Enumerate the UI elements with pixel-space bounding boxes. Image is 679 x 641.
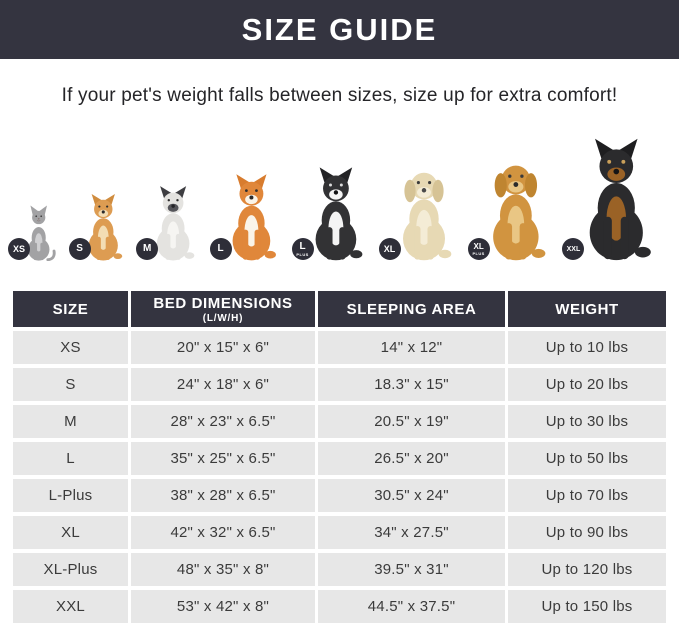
size-badge-l-plus: L PLUS [292,238,314,260]
size-badge-xs: XS [8,238,30,260]
size-badge-plus-label: PLUS [472,250,485,256]
cell-xl-size: XL [13,516,128,549]
cell-xs-weight: Up to 10 lbs [508,331,666,364]
cell-l-plus-weight: Up to 70 lbs [508,479,666,512]
cell-l-weight: Up to 50 lbs [508,442,666,475]
pet-item-l-plus [296,166,370,261]
cell-l-bed-dimensions: 35" x 25" x 6.5" [131,442,315,475]
cell-xl-sleeping-area: 34" x 27.5" [318,516,505,549]
pets-row [12,123,661,261]
cell-xs-sleeping-area: 14" x 12" [318,331,505,364]
cell-xl-bed-dimensions: 42" x 32" x 6.5" [131,516,315,549]
size-badge-l: L [210,238,232,260]
cell-s-size: S [13,368,128,401]
cell-l-size: L [13,442,128,475]
cell-s-weight: Up to 20 lbs [508,368,666,401]
pet-item-xl-plus [472,155,554,261]
column-header-size: SIZE [13,291,128,327]
cell-s-bed-dimensions: 24" x 18" x 6" [131,368,315,401]
cell-l-plus-size: L-Plus [13,479,128,512]
cell-m-bed-dimensions: 28" x 23" x 6.5" [131,405,315,438]
title-bar [0,0,679,59]
cell-l-plus-bed-dimensions: 38" x 28" x 6.5" [131,479,315,512]
size-badge-s: S [69,238,91,260]
size-badge-xl-plus: XL PLUS [468,238,490,260]
cell-xl-plus-weight: Up to 120 lbs [508,553,666,586]
pet-item-s [76,193,128,261]
column-header-sub-bed-dimensions: (L/W/H) [202,312,244,324]
pet-item-l [217,173,283,261]
column-header-bed-dimensions: BED DIMENSIONS (L/W/H) [131,291,315,327]
cell-m-sleeping-area: 20.5" x 19" [318,405,505,438]
cell-xl-plus-size: XL-Plus [13,553,128,586]
cell-m-weight: Up to 30 lbs [508,405,666,438]
cell-xxl-bed-dimensions: 53" x 42" x 8" [131,590,315,623]
doberman-image [572,137,661,261]
size-table [13,291,666,623]
column-header-weight: WEIGHT [508,291,666,327]
cell-xl-plus-bed-dimensions: 48" x 35" x 8" [131,553,315,586]
cell-xxl-size: XXL [13,590,128,623]
cell-xl-plus-sleeping-area: 39.5" x 31" [318,553,505,586]
pet-item-xxl [566,137,661,261]
cell-xxl-sleeping-area: 44.5" x 37.5" [318,590,505,623]
cell-xs-bed-dimensions: 20" x 15" x 6" [131,331,315,364]
cell-l-sleeping-area: 26.5" x 20" [318,442,505,475]
cell-m-size: M [13,405,128,438]
pet-item-xs [12,203,59,261]
size-up-note: If your pet's weight falls between sizes, size up for extra comfort! [61,85,618,106]
column-header-sleeping-area: SLEEPING AREA [318,291,505,327]
cell-xl-weight: Up to 90 lbs [508,516,666,549]
cell-xs-size: XS [13,331,128,364]
cell-xxl-weight: Up to 150 lbs [508,590,666,623]
cell-l-plus-sleeping-area: 30.5" x 24" [318,479,505,512]
size-badge-plus-label: PLUS [296,251,309,257]
size-badge-xxl: XXL [562,238,584,260]
size-badge-m: M [136,238,158,260]
size-badge-xl: XL [379,238,401,260]
pet-item-m [143,185,200,261]
page-title: SIZE GUIDE [241,11,438,47]
pet-item-xl [383,163,459,261]
cell-s-sleeping-area: 18.3" x 15" [318,368,505,401]
